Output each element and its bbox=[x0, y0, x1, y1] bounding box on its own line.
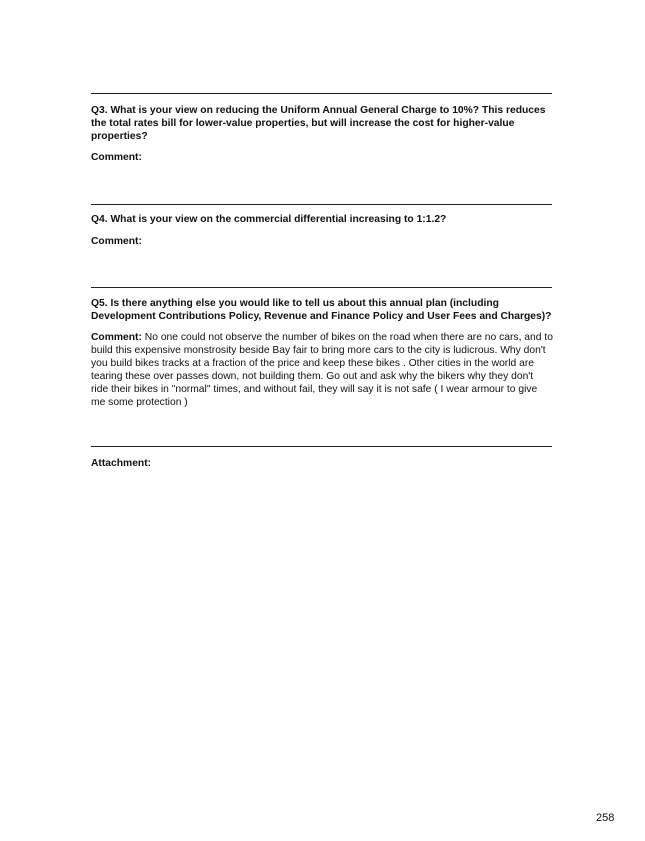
comment-label-q3: Comment: bbox=[91, 152, 142, 163]
section-divider-q5 bbox=[91, 287, 552, 288]
section-divider-q4 bbox=[91, 204, 552, 205]
question-q3: Q3. What is your view on reducing the Uniform Annual General Charge to 10%? This reduces the total rates bill for lower-value properties, but will increase the cost for higher-value properties? bbox=[91, 105, 546, 142]
comment-q4 bbox=[91, 235, 553, 248]
comment-q3 bbox=[91, 151, 553, 164]
page-number: 258 bbox=[596, 812, 615, 824]
comment-label-q5: Comment: bbox=[91, 332, 142, 343]
comment-text-q5: No one could not observe the number of bikes on the road when there are no cars, and to build this expensive monstrosity beside Bay fair to bring more cars to the city is ludicrous. Why don't you build bikes tracks at a fraction of the price and keep these bikes . Other cities in the world are tearing these over passes down, not building them. Go out and ask why the bikers why they don't ride their bikes in "normal" times, and without fail, they will say it is not safe ( I wear armour to give me some protection ) bbox=[91, 332, 553, 408]
question-q5: Q5. Is there anything else you would like to tell us about this annual plan (including Development Contributions Policy, Revenue and Finance Policy and User Fees and Charges)? bbox=[91, 298, 552, 322]
section-divider-q3 bbox=[91, 93, 552, 94]
comment-label-q4: Comment: bbox=[91, 236, 142, 247]
section-divider-attachment bbox=[91, 446, 552, 447]
comment-q5 bbox=[91, 331, 553, 409]
question-q4: Q4. What is your view on the commercial differential increasing to 1:1.2? bbox=[91, 214, 447, 225]
attachment-label: Attachment: bbox=[91, 458, 152, 469]
